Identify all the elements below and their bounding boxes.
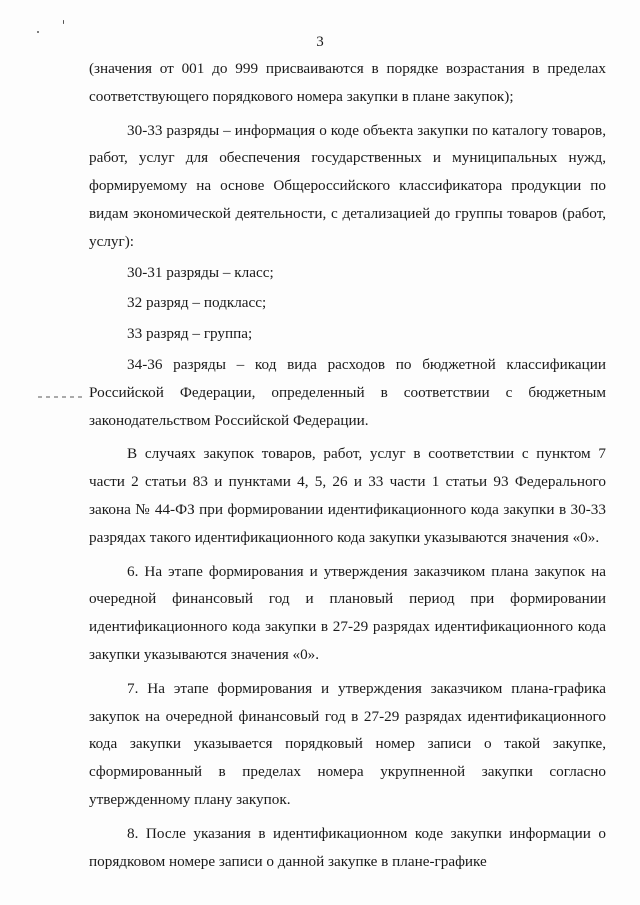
- paragraph-digits-30-33: 30-33 разряды – информация о коде объекта закупки по каталогу товаров, работ, услуг для обеспечения государственных и муниципальных нужд, формируемому на основе Общероссийского классификатора продукции по видам экономической деятельности, с детализацией до группы товаров (работ, услуг):: [89, 121, 606, 250]
- paragraph-item-8: 8. После указания в идентификационном коде закупки информации о порядковом номере записи о данной закупке в плане-графике: [89, 824, 606, 870]
- scan-speck: [63, 20, 64, 24]
- document-body: [89, 55, 606, 875]
- paragraph-digits-34-36: 34-36 разряды – код вида расходов по бюджетной классификации Российской Федерации, определенный в соответствии с бюджетным законодательством Российской Федерации.: [89, 355, 606, 429]
- page-number: 3: [316, 34, 324, 50]
- paragraph-digit-32: 32 разряд – подкласс;: [127, 294, 267, 312]
- paragraph-item-7: 7. На этапе формирования и утверждения заказчиком плана-графика закупок на очередной финансовый год в 27-29 разрядах идентификационного кода закупки указывается порядковый номер записи о такой закупке, сформированный в пределах номера укрупненной закупки согласно утвержденному плану закупок.: [89, 679, 606, 808]
- paragraph-item-6: 6. На этапе формирования и утверждения заказчиком плана закупок на очередной финансовый год и плановый период при формировании идентификационного кода закупки в 27-29 разрядах идентификационного кода закупки указываются значения «0».: [89, 562, 606, 663]
- paragraph-exceptions: В случаях закупок товаров, работ, услуг в соответствии с пунктом 7 части 2 статьи 83 и пунктами 4, 5, 26 и 33 части 1 статьи 93 Федерального закона № 44-ФЗ при формировании идентификационного кода закупки в 30-33 разрядах такого идентификационного кода закупки указываются значения «0».: [89, 445, 606, 546]
- paragraph-digit-33: 33 разряд – группа;: [127, 325, 253, 343]
- paragraph-digits-30-31: 30-31 разряды – класс;: [127, 263, 274, 281]
- scan-margin-mark: [38, 396, 86, 398]
- paragraph-continuation: (значения от 001 до 999 присваиваются в порядке возрастания в пределах соответствующего порядкового номера закупки в плане закупок);: [89, 60, 606, 105]
- scan-speck: [37, 31, 39, 33]
